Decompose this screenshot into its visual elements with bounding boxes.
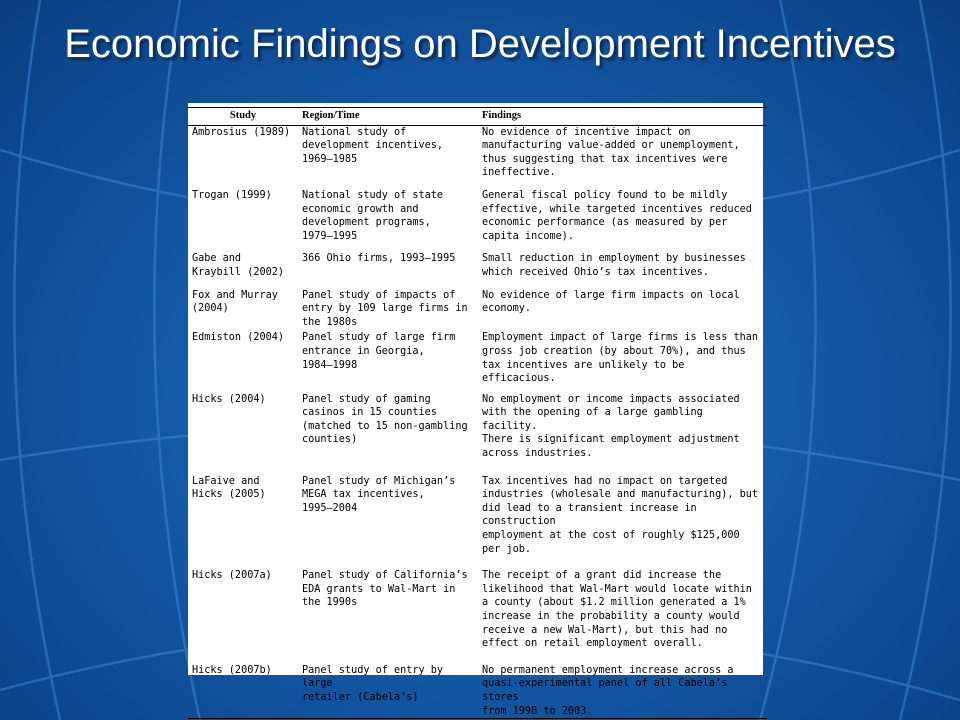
table-row xyxy=(188,289,767,332)
header-region-time: Region/Time xyxy=(298,108,478,126)
cell-line: Hicks (2007a) xyxy=(192,570,272,582)
cell-line: Panel study of large firm xyxy=(302,332,456,344)
table-body xyxy=(188,125,767,719)
cell-line: Panel study of entry by large xyxy=(302,664,444,690)
cell-line: quasi-experimental panel of all Cabela’s stores xyxy=(482,678,728,703)
cell-line: economic performance (as measured by per xyxy=(482,217,728,229)
cell-line: with the opening of a large gambling facility. xyxy=(482,407,703,432)
cell-study xyxy=(188,393,298,475)
cell-findings xyxy=(478,125,767,189)
cell-line: 1984–1998 xyxy=(302,359,358,371)
table-row xyxy=(188,664,767,719)
cell-line: gross job creation (by about 70%), and thus xyxy=(482,345,746,357)
cell-line: Edmiston (2004) xyxy=(192,332,285,344)
cell-line: No permanent employment increase across a xyxy=(482,664,734,676)
cell-study xyxy=(188,289,298,332)
cell-line: Hicks (2004) xyxy=(192,393,266,405)
cell-line: development incentives, xyxy=(302,140,444,152)
cell-region-time xyxy=(298,331,478,392)
table-row xyxy=(188,393,767,475)
cell-line: Hicks (2007b) xyxy=(192,664,272,676)
cell-region-time xyxy=(298,664,478,719)
cell-line: Panel study of impacts of xyxy=(302,289,456,301)
header-study: Study xyxy=(188,108,298,126)
cell-line: Employment impact of large firms is less than xyxy=(482,332,759,344)
cell-line: (matched to 15 non-gambling xyxy=(302,420,468,432)
cell-line: The receipt of a grant did increase the xyxy=(482,570,722,582)
cell-findings xyxy=(478,289,767,332)
cell-study xyxy=(188,569,298,664)
cell-region-time xyxy=(298,289,478,332)
cell-line: 1995–2004 xyxy=(302,502,358,514)
cell-line: EDA grants to Wal-Mart in xyxy=(302,583,456,595)
cell-study xyxy=(188,189,298,252)
cell-line: Kraybill (2002) xyxy=(192,266,285,278)
cell-line: the 1980s xyxy=(302,316,358,328)
table-row xyxy=(188,331,767,392)
cell-line: Ambrosius (1989) xyxy=(192,126,291,138)
cell-line: employment at the cost of roughly $125,000 xyxy=(482,530,740,542)
table-row xyxy=(188,125,767,189)
cell-study xyxy=(188,252,298,288)
cell-line: per job. xyxy=(482,543,532,555)
cell-line: economic growth and xyxy=(302,203,419,215)
table-row xyxy=(188,569,767,664)
cell-region-time xyxy=(298,569,478,664)
findings-table xyxy=(188,107,767,719)
cell-line: Fox and Murray xyxy=(192,289,278,301)
cell-line: did lead to a transient increase in construction xyxy=(482,502,697,528)
cell-findings xyxy=(478,475,767,570)
cell-line: No employment or income impacts associated xyxy=(482,393,740,405)
cell-region-time xyxy=(298,252,478,288)
table-row xyxy=(188,475,767,570)
cell-line: effect on retail employment overall. xyxy=(482,638,703,650)
cell-line: entry by 109 large firms in xyxy=(302,303,468,315)
cell-study xyxy=(188,125,298,189)
cell-line: General fiscal policy found to be mildly xyxy=(482,189,728,201)
cell-findings xyxy=(478,189,767,252)
cell-line: industries (wholesale and manufacturing), but xyxy=(482,489,759,501)
cell-line: which received Ohio’s tax incentives. xyxy=(482,266,709,278)
cell-findings xyxy=(478,252,767,288)
cell-line: Panel study of Michigan’s xyxy=(302,475,456,487)
cell-line: the 1990s xyxy=(302,597,358,609)
cell-line: Small reduction in employment by businesses xyxy=(482,253,746,265)
cell-region-time xyxy=(298,189,478,252)
cell-line: Gabe and xyxy=(192,253,242,265)
cell-line: a county (about $1.2 million generated a 1% xyxy=(482,597,746,609)
cell-line: Tax incentives had no impact on targeted xyxy=(482,475,728,487)
cell-line: Panel study of gaming xyxy=(302,393,431,405)
cell-line: casinos in 15 counties xyxy=(302,407,437,419)
slide-title: Economic Findings on Development Incentives xyxy=(64,22,896,66)
cell-line: across industries. xyxy=(482,448,593,460)
table-row xyxy=(188,189,767,252)
cell-line: entrance in Georgia, xyxy=(302,345,425,357)
cell-line: No evidence of large firm impacts on local xyxy=(482,289,740,301)
cell-line: National study of xyxy=(302,126,407,138)
findings-table-panel xyxy=(188,103,763,717)
cell-line: increase in the probability a county would xyxy=(482,611,740,622)
table-row xyxy=(188,252,767,288)
cell-findings xyxy=(478,664,767,719)
cell-line: Hicks (2005) xyxy=(192,489,266,501)
cell-line: No evidence of incentive impact on xyxy=(482,126,691,138)
cell-line: There is significant employment adjustment xyxy=(482,434,740,446)
cell-study xyxy=(188,664,298,719)
cell-line: LaFaive and xyxy=(192,475,260,487)
cell-findings xyxy=(478,569,767,664)
cell-region-time xyxy=(298,125,478,189)
cell-line: thus suggesting that tax incentives were xyxy=(482,153,728,165)
cell-line: tax incentives are unlikely to be efficacious. xyxy=(482,359,685,385)
cell-line: from 1998 to 2003. xyxy=(482,705,593,717)
cell-line: retailer (Cabela’s) xyxy=(302,691,419,703)
table-header-row xyxy=(188,108,767,126)
cell-findings xyxy=(478,331,767,392)
cell-line: 366 Ohio firms, 1993–1995 xyxy=(302,253,456,265)
cell-line: National study of state xyxy=(302,189,444,201)
cell-line: MEGA tax incentives, xyxy=(302,489,425,501)
cell-line: 1969–1985 xyxy=(302,153,358,165)
cell-line: economy. xyxy=(482,303,532,315)
cell-line: (2004) xyxy=(192,303,229,315)
cell-line: Trogan (1999) xyxy=(192,189,272,201)
cell-line: manufacturing value-added or unemployment, xyxy=(482,140,740,152)
cell-study xyxy=(188,331,298,392)
cell-line: effective, while targeted incentives reduced xyxy=(482,203,752,215)
cell-region-time xyxy=(298,393,478,475)
cell-line: development programs, xyxy=(302,217,431,229)
cell-line: capita income). xyxy=(482,230,575,242)
cell-line: likelihood that Wal-Mart would locate within xyxy=(482,583,752,595)
cell-findings xyxy=(478,393,767,475)
cell-line: counties) xyxy=(302,434,358,446)
cell-line: receive a new Wal-Mart), but this had no xyxy=(482,624,728,636)
header-findings: Findings xyxy=(478,108,767,126)
cell-line: 1979–1995 xyxy=(302,230,358,242)
cell-study xyxy=(188,475,298,570)
cell-line: Panel study of California’s xyxy=(302,570,468,582)
cell-line: ineffective. xyxy=(482,167,556,179)
cell-region-time xyxy=(298,475,478,570)
